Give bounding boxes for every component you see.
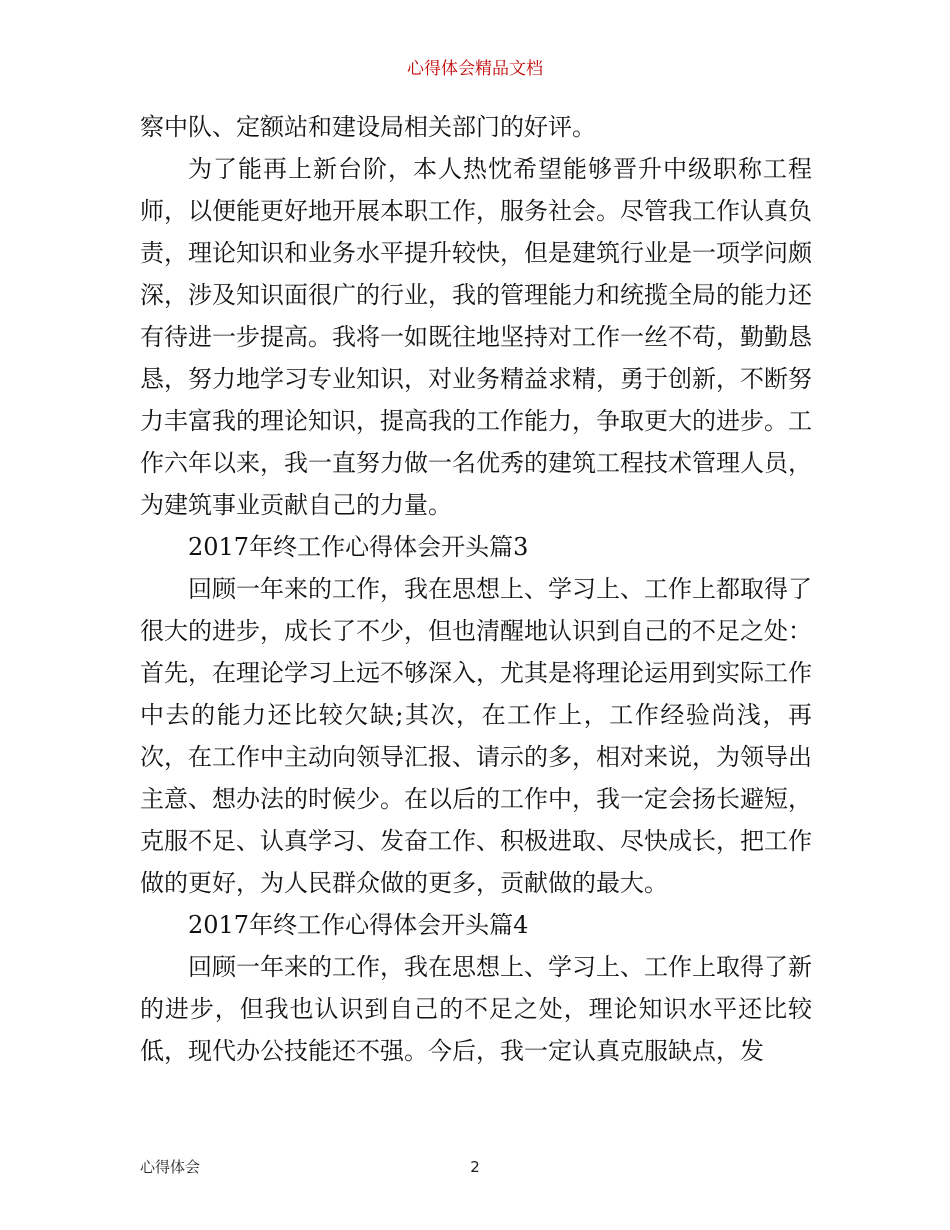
paragraph-2: 为了能再上新台阶，本人热忱希望能够晋升中级职称工程师，以便能更好地开展本职工作，服务社会。尽管我工作认真负责，理论知识和业务水平提升较快，但是建筑行业是一项学问颇深，涉及知识面很广的行业，我的管理能力和统揽全局的能力还有待进一步提高。我将一如既往地坚持对工作一丝不苟，勤勤恳恳，努力地学习专业知识，对业务精益求精，勇于创新，不断努力丰富我的理论知识，提高我的工作能力，争取更大的进步。工作六年以来，我一直努力做一名优秀的建筑工程技术管理人员，为建筑事业贡献自己的力量。 [140, 155, 812, 519]
section-heading-3: 2017年终工作心得体会开头篇3 [188, 533, 529, 561]
document-body [140, 106, 812, 1072]
page-number: 2 [470, 1158, 480, 1176]
footer-label: 心得体会 [140, 1158, 201, 1176]
paragraph-3: 回顾一年来的工作，我在思想上、学习上、工作上都取得了很大的进步，成长了不少，但也清醒地认识到自己的不足之处：首先，在理论学习上远不够深入，尤其是将理论运用到实际工作中去的能力还比较欠缺;其次，在工作上，工作经验尚浅，再次，在工作中主动向领导汇报、请示的多，相对来说，为领导出主意、想办法的时候少。在以后的工作中，我一定会扬长避短，克服不足、认真学习、发奋工作、积极进取、尽快成长，把工作做的更好，为人民群众做的更多，贡献做的最大。 [140, 575, 812, 897]
paragraph-4: 回顾一年来的工作，我在思想上、学习上、工作上取得了新的进步，但我也认识到自己的不足之处，理论知识水平还比较低，现代办公技能还不强。今后，我一定认真克服缺点，发 [140, 953, 812, 1065]
paragraph-1: 察中队、定额站和建设局相关部门的好评。 [140, 113, 596, 141]
section-heading-4: 2017年终工作心得体会开头篇4 [188, 911, 529, 939]
page-header-title: 心得体会精品文档 [407, 59, 543, 79]
